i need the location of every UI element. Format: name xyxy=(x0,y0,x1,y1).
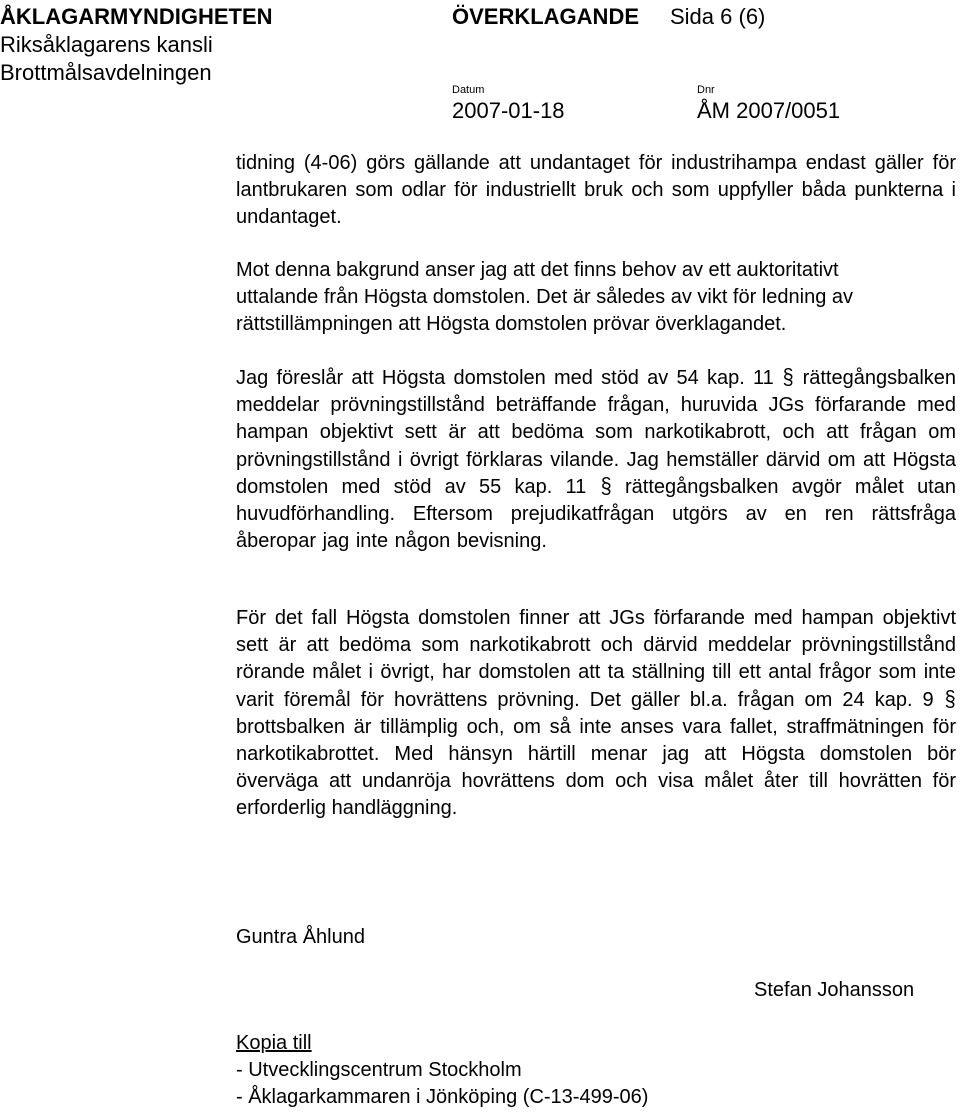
dnr-value: ÅM 2007/0051 xyxy=(697,98,841,123)
paragraph-4-part-b: brottsbalken är tillämplig och, om så inte anses vara fallet, straffmätningen för narkotikabrottet. Med hänsyn härtill menar jag att Högsta domstolen bör överväga att undanröja hovrättens dom och visa målet åter till hovrätten för erforderlig handläggning. xyxy=(236,715,956,820)
section-sign: § xyxy=(944,685,956,711)
signer-2: Stefan Johansson xyxy=(754,979,915,1001)
copies-block xyxy=(236,1030,648,1111)
dnr-label: Dnr xyxy=(697,84,715,96)
division-name: Brottmålsavdelningen xyxy=(0,60,212,85)
paragraph-3-part-b: rättegångsbalken meddelar prövningstillstånd beträffande frågan, huruvida JGs förfarande med hampan objektivt sett är att bedöma som narkotikabrott, och att frågan om prövningstillstånd i övrigt förklaras vilande. Jag hemställer därvid om att Högsta domstolen med stöd av 55 kap. 11 xyxy=(236,367,957,498)
document-type: ÖVERKLAGANDE xyxy=(452,4,640,29)
paragraph-3-text xyxy=(236,365,956,555)
org-name: ÅKLAGARMYNDIGHETEN xyxy=(0,4,273,29)
date-label: Datum xyxy=(452,84,485,96)
paragraph-2 xyxy=(236,257,956,339)
paragraph-1 xyxy=(236,150,956,232)
section-sign: § xyxy=(782,364,794,389)
date-value: 2007-01-18 xyxy=(452,98,565,123)
paragraph-3-part-a: Jag föreslår att Högsta domstolen med stöd av 54 kap. 11 xyxy=(236,367,774,389)
paragraph-2-line-3: rättstillämpningen att Högsta domstolen prövar överklagandet. xyxy=(236,313,787,336)
paragraph-4 xyxy=(236,605,956,823)
section-sign: § xyxy=(600,472,612,498)
copies-label: Kopia till xyxy=(236,1032,312,1054)
copy-recipient: - Åklagarkammaren i Jönköping (C-13-499-06) xyxy=(236,1086,649,1108)
paragraph-2-line-1: Mot denna bakgrund anser jag att det finns behov av ett auktoritativt xyxy=(236,259,839,281)
paragraph-2-line-2: uttalande från Högsta domstolen. Det är således av vikt för ledning av xyxy=(236,286,854,309)
copy-recipient: - Utvecklingscentrum Stockholm xyxy=(236,1059,522,1081)
paragraph-1-text: tidning (4-06) görs gällande att undantaget för industrihampa endast gäller för lantbrukaren som odlar för industriellt bruk och som uppfyller båda punkterna i undantaget. xyxy=(236,152,956,229)
paragraph-3 xyxy=(236,365,956,555)
paragraph-3-part-c: rättegångsbalken avgör målet utan huvudförhandling. Eftersom prejudikatfrågan utgörs av en ren rättsfråga åberopar jag inte någon bevisning. xyxy=(236,475,956,553)
office-name: Riksåklagarens kansli xyxy=(0,32,213,57)
signer-1: Guntra Åhlund xyxy=(236,926,365,948)
paragraph-4-text xyxy=(236,605,956,823)
page-number: Sida 6 (6) xyxy=(670,4,766,29)
paragraph-4-part-a: För det fall Högsta domstolen finner att JGs förfarande med hampan objektivt sett är att bedöma som narkotikabrott och därvid meddelar prövningstillstånd rörande målet i övrigt, har domstolen att ta ställning till ett antal frågor som inte varit föremål för hovrättens prövning. Det gäller bl.a. frågan om 24 kap. 9 xyxy=(236,607,956,711)
